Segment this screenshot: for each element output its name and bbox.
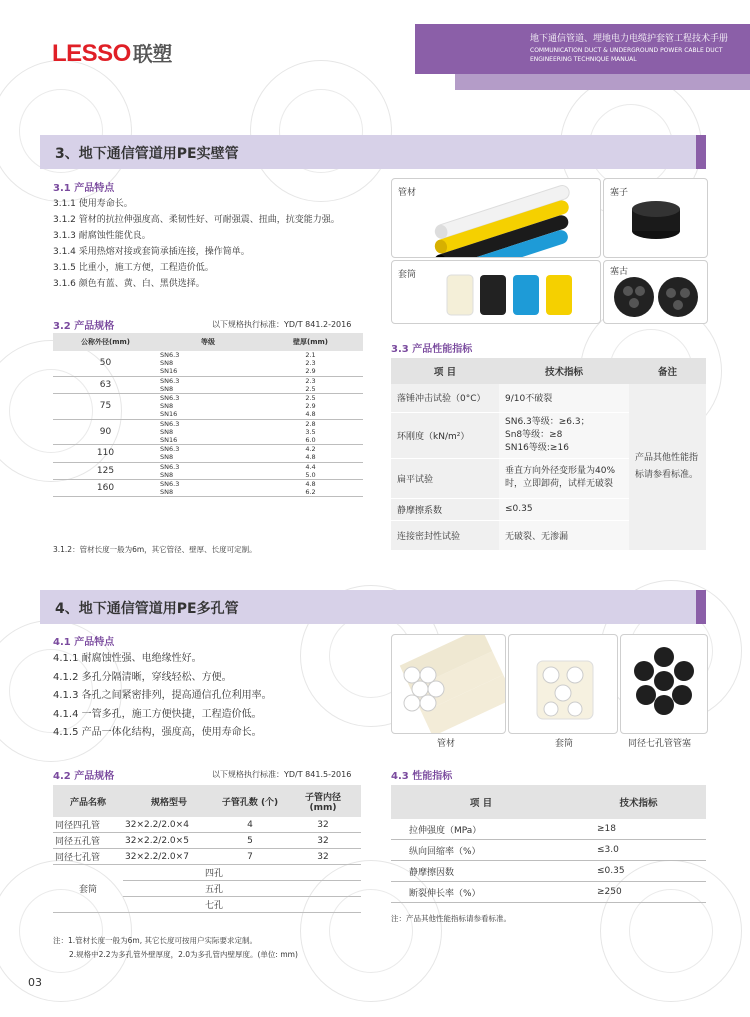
section4-spec-title: 4.2 产品规格 [53, 771, 115, 782]
feature-item: 4.1.4 一管多孔，施工方便快捷，工程造价低。 [53, 708, 262, 720]
spec-note: 3.1.2：管材长度一般为6m，其它管径、壁厚、长度可定制。 [53, 545, 257, 554]
brand-logo [52, 38, 172, 68]
feature-item: 4.1.2 多孔分隔清晰，穿线轻松、方便。 [53, 671, 232, 683]
feature-item: 3.1.3 耐腐蚀性能优良。 [53, 231, 151, 241]
multi-plug-icon [604, 261, 707, 323]
col-header: 产品名称 [53, 785, 123, 817]
section4-banner [40, 590, 706, 624]
table-row: 160 SN6.3 SN8 4.8 6.2 [53, 480, 363, 497]
photo-plug: 塞子 [603, 178, 708, 258]
table-row: 纵向回缩率（%） ≤3.0 [391, 840, 706, 861]
multi-hole-pipe-icon [392, 635, 505, 733]
perf-note: 注：产品其他性能指标请参看标准。 [391, 914, 511, 923]
feature-item: 4.1.3 各孔之间紧密排列，提高通信孔位利用率。 [53, 690, 272, 701]
table-row: 落锤冲击试验（0°C） 9/10不破裂 产品其他性能指标请参看标准。 [391, 384, 706, 412]
header-band-light [455, 74, 750, 90]
photo-multi-hole-pipe [391, 634, 506, 734]
col-header: 子管孔数 (个) [215, 785, 285, 817]
section3-features-title: 3.1 产品特点 [53, 183, 115, 194]
photo-pipe-tubes: 管材 [391, 178, 601, 258]
spec-table-4-2 [53, 785, 361, 913]
photo-multi-plug: 塞古 [603, 260, 708, 324]
photo-multi-hole-sleeve [508, 634, 618, 734]
table-row: 套筒 四孔 [53, 865, 361, 881]
spec-standard: 以下规格执行标准：YD/T 841.5-2016 [212, 770, 352, 779]
section4-title: 4、地下通信管道用PE多孔管 [55, 601, 239, 617]
feature-item: 4.1.1 耐腐蚀性强、电绝缘性好。 [53, 653, 202, 664]
feature-item: 3.1.4 采用热熔对接或套筒承插连接，操作简单。 [53, 247, 250, 257]
table-row: 环刚度（kN/m²） SN6.3等级：≥6.3； Sn8等级：≥8 SN16等级:≥16 [391, 412, 706, 458]
section4-features-list [53, 650, 272, 743]
feature-item: 3.1.6 颜色有蓝、黄、白、黑供选择。 [53, 279, 205, 289]
col-header: 等级 [158, 333, 258, 351]
spec-table-3-2 [53, 333, 363, 497]
section3-features-list [53, 196, 340, 292]
col-header: 技术指标 [499, 358, 629, 384]
manual-subtitle: COMMUNICATION DUCT & UNDERGROUND POWER CABLE DUCT ENGINEERING TECHNIQUE MANUAL [530, 47, 723, 63]
table-row: 七孔 [53, 897, 361, 913]
table-row: 断裂伸长率（%） ≥250 [391, 882, 706, 903]
photo-sleeve: 套筒 [391, 260, 601, 324]
table-row: 50 SN6.3 SN8 SN16 2.1 2.3 2.9 [53, 351, 363, 376]
table-row: 63 SN6.3 SN8 2.3 2.5 [53, 376, 363, 393]
feature-item: 3.1.1 使用寿命长。 [53, 199, 133, 209]
section3-title: 3、地下通信管道用PE实壁管 [55, 146, 239, 162]
page-number: 03 [28, 976, 42, 989]
section4-features-title: 4.1 产品特点 [53, 637, 115, 648]
section4-perf-title: 4.3 性能指标 [391, 771, 453, 782]
table-row: 静摩擦系数 ≤0.35 [391, 498, 706, 520]
banner-accent [696, 590, 706, 624]
col-header: 项 目 [391, 358, 499, 384]
table-row: 拉伸强度（MPa） ≥18 [391, 819, 706, 840]
feature-item: 3.1.5 比重小，施工方便，工程造价低。 [53, 263, 214, 273]
feature-item: 4.1.5 产品一体化结构，强度高，使用寿命长。 [53, 727, 262, 738]
manual-title: 地下通信管道、埋地电力电缆护套管工程技术手册 [530, 34, 729, 44]
section3-banner [40, 135, 706, 169]
photo-label-sleeve: 套筒 [555, 739, 574, 749]
perf-remark: 产品其他性能指标请参看标准。 [629, 384, 706, 550]
sleeve-icon [392, 261, 600, 323]
perf-table-4-3 [391, 785, 706, 903]
table-row: 75 SN6.3 SN8 SN16 2.5 2.9 4.8 [53, 394, 363, 420]
table-row: 同径五孔管 32×2.2/2.0×5 5 32 [53, 833, 361, 849]
section3-spec-title: 3.2 产品规格 [53, 321, 115, 332]
pipe-tubes-icon [392, 179, 600, 257]
logo-en: LESSO [52, 40, 131, 67]
photo-multi-hole-plug [620, 634, 708, 734]
table-row: 110 SN6.3 SN8 4.2 4.8 [53, 445, 363, 462]
perf-table-3-3 [391, 358, 706, 551]
col-header: 规格型号 [123, 785, 215, 817]
plug-icon [604, 179, 707, 257]
table-row: 90 SN6.3 SN8 SN16 2.8 3.5 6.0 [53, 419, 363, 445]
banner-accent [696, 135, 706, 169]
col-header: 公称外径(mm) [53, 333, 158, 351]
col-header: 子管内径 (mm) [285, 785, 361, 817]
spec-notes: 注：1.管材长度一般为6m, 其它长度可按用户实际要求定制。 2.规格中2.2为多孔管外壁厚度，2.0为多孔管内壁厚度。(单位: mm) [53, 936, 298, 959]
watermark-seal [250, 60, 392, 202]
col-header: 备注 [629, 358, 706, 384]
multi-hole-sleeve-icon [509, 635, 617, 733]
spec-standard: 以下规格执行标准：YD/T 841.2-2016 [212, 320, 352, 329]
col-header: 技术指标 [571, 785, 706, 819]
table-row: 125 SN6.3 SN8 4.4 5.0 [53, 462, 363, 479]
section3-perf-title: 3.3 产品性能指标 [391, 344, 473, 355]
table-row: 同径四孔管 32×2.2/2.0×4 4 32 [53, 817, 361, 833]
table-row: 五孔 [53, 881, 361, 897]
table-row: 静摩擦因数 ≤0.35 [391, 861, 706, 882]
table-row: 扁平试验 垂直方向外径变形量为40%时，立即卸荷，试样无破裂 [391, 458, 706, 498]
table-row: 连接密封性试验 无破裂、无渗漏 [391, 520, 706, 550]
logo-cn: 联塑 [132, 44, 172, 66]
col-header: 壁厚(mm) [258, 333, 363, 351]
table-row: 同径七孔管 32×2.2/2.0×7 7 32 [53, 849, 361, 865]
feature-item: 3.1.2 管材的抗拉伸强度高、柔韧性好、可耐强震、扭曲，抗变能力强。 [53, 215, 340, 225]
photo-label-pipe: 管材 [437, 739, 456, 749]
sleeve-name: 套筒 [53, 865, 123, 913]
seven-hole-plug-icon [621, 635, 707, 733]
col-header: 项 目 [391, 785, 571, 819]
photo-label-plug: 同径七孔管管塞 [628, 739, 692, 749]
